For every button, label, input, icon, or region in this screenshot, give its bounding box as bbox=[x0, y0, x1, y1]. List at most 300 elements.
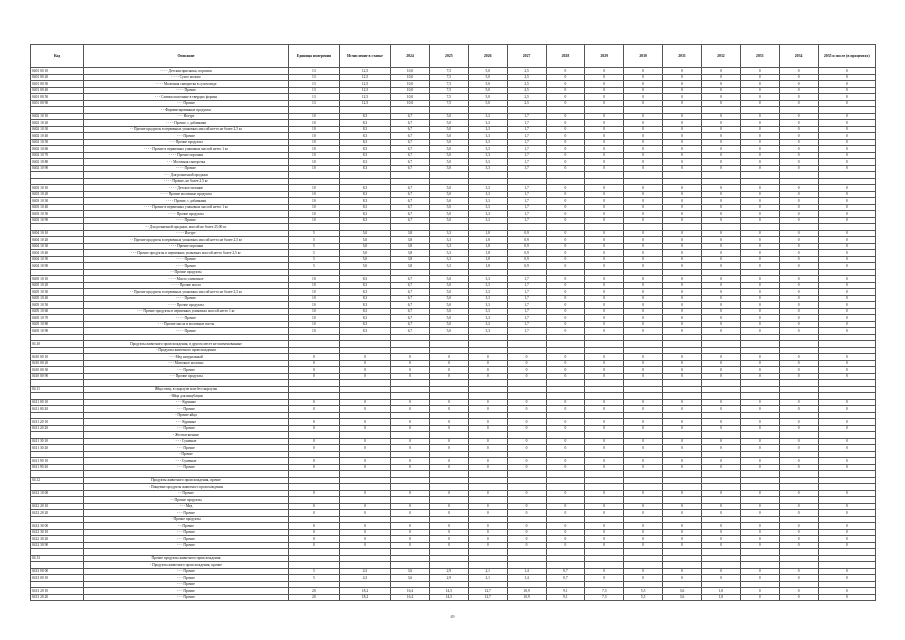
rate-cell: 5,0 bbox=[429, 126, 468, 133]
description-cell: - - - Молочная сыворотка bbox=[84, 159, 289, 166]
rate-cell: 0 bbox=[339, 458, 390, 465]
rate-cell: 12,5 bbox=[339, 100, 390, 107]
rate-cell: 0 bbox=[585, 185, 624, 192]
description-cell: - - Прочие продукты в первичных упаковках массой нетто не более 2,5 кг bbox=[84, 289, 289, 296]
rate-cell: 0 bbox=[585, 308, 624, 315]
rate-cell: 1,8 bbox=[701, 594, 740, 601]
rate-cell: 0 bbox=[624, 94, 663, 101]
code-cell: 0401 00 20 bbox=[31, 74, 84, 81]
rate-cell: 0 bbox=[663, 81, 702, 88]
rate-cell: 7,3 bbox=[585, 594, 624, 601]
rate-cell: 0 bbox=[624, 354, 663, 361]
rate-cell: 5 bbox=[288, 250, 339, 257]
rate-cell: 10,0 bbox=[391, 87, 430, 94]
code-cell: 0410 00 90 bbox=[31, 373, 84, 380]
rate-cell: 0 bbox=[624, 217, 663, 224]
code-cell: 0401 00 50 bbox=[31, 94, 84, 101]
rate-cell: 0 bbox=[779, 146, 818, 153]
code-cell: 0405 10 20 bbox=[31, 282, 84, 289]
rate-cell: 0 bbox=[624, 198, 663, 205]
description-cell: - - - - Прочие, не более 2,5 кг bbox=[84, 178, 289, 185]
description-cell: - Прочие яйца bbox=[84, 412, 289, 419]
rate-cell: 6,7 bbox=[391, 159, 430, 166]
rate-cell: 0 bbox=[624, 321, 663, 328]
description-cell: - - Прочие bbox=[84, 523, 289, 530]
rate-cell: 16,4 bbox=[391, 588, 430, 595]
rate-cell: 0 bbox=[818, 373, 875, 380]
rate-cell: 0 bbox=[779, 458, 818, 465]
rate-cell: 0 bbox=[701, 315, 740, 322]
rate-cell: 0 bbox=[740, 594, 779, 601]
rate-cell: 0 bbox=[624, 373, 663, 380]
rate-cell: 0 bbox=[624, 575, 663, 582]
rate-cell: 0 bbox=[818, 425, 875, 432]
rate-cell: 0 bbox=[585, 445, 624, 452]
rate-cell: 0 bbox=[663, 295, 702, 302]
rate-cell: 0 bbox=[624, 165, 663, 172]
rate-cell: 0 bbox=[701, 302, 740, 309]
rate-cell: 0 bbox=[779, 308, 818, 315]
code-cell: 0410 00 20 bbox=[31, 360, 84, 367]
rate-cell: 0 bbox=[701, 211, 740, 218]
rate-cell: 8,3 bbox=[339, 328, 390, 335]
rate-cell: 0 bbox=[701, 230, 740, 237]
rate-cell: 10 bbox=[288, 315, 339, 322]
rate-cell: 0 bbox=[740, 438, 779, 445]
rate-cell: 0 bbox=[701, 191, 740, 198]
rate-cell: 1,7 bbox=[507, 276, 546, 283]
rate-cell: 5,0 bbox=[468, 81, 507, 88]
rate-cell: 0 bbox=[779, 399, 818, 406]
rate-cell: 0 bbox=[818, 399, 875, 406]
code-cell: 0403 10 30 bbox=[31, 198, 84, 205]
rate-cell: 0 bbox=[779, 139, 818, 146]
rate-cell: 0 bbox=[779, 133, 818, 140]
description-cell: - - - - Прочие продукты bbox=[84, 211, 289, 218]
rate-cell: 0 bbox=[546, 87, 585, 94]
rate-cell: 0 bbox=[701, 458, 740, 465]
rate-cell: 10,0 bbox=[391, 74, 430, 81]
rate-cell: 0 bbox=[779, 588, 818, 595]
code-cell: 0402 10 40 bbox=[31, 133, 84, 140]
rate-cell: 8,3 bbox=[339, 146, 390, 153]
rate-cell: 6,7 bbox=[391, 198, 430, 205]
rate-cell: 0 bbox=[701, 523, 740, 530]
rate-cell: 0 bbox=[546, 133, 585, 140]
rate-cell: 0 bbox=[585, 159, 624, 166]
rate-cell: 0 bbox=[624, 425, 663, 432]
rate-cell: 0 bbox=[546, 302, 585, 309]
rate-cell: 0 bbox=[740, 575, 779, 582]
rate-cell: 3,3 bbox=[468, 146, 507, 153]
rate-cell: 3,3 bbox=[468, 159, 507, 166]
rate-cell: 0 bbox=[546, 263, 585, 270]
rate-cell: 0 bbox=[779, 81, 818, 88]
rate-cell: 0 bbox=[288, 458, 339, 465]
code-cell: 0404 10 50 bbox=[31, 256, 84, 263]
rate-cell: 13 bbox=[288, 100, 339, 107]
rate-cell: 0 bbox=[429, 542, 468, 549]
rate-cell: 0 bbox=[663, 217, 702, 224]
column-header: 2031 bbox=[663, 45, 702, 68]
rate-cell: 0 bbox=[624, 445, 663, 452]
rate-cell: 0 bbox=[701, 503, 740, 510]
rate-cell: 0 bbox=[779, 490, 818, 497]
rate-cell: 8,3 bbox=[339, 289, 390, 296]
rate-cell: 6,7 bbox=[391, 165, 430, 172]
rate-cell: 0 bbox=[391, 406, 430, 413]
rate-cell: 4,3 bbox=[339, 568, 390, 575]
rate-cell: 0 bbox=[701, 87, 740, 94]
rate-cell: 0 bbox=[288, 490, 339, 497]
rate-cell: 0 bbox=[288, 425, 339, 432]
rate-cell: 1,7 bbox=[507, 282, 546, 289]
rate-cell: 0 bbox=[701, 237, 740, 244]
rate-cell: 0 bbox=[624, 87, 663, 94]
code-cell: 0412 20 10 bbox=[31, 503, 84, 510]
rate-cell: 0 bbox=[339, 536, 390, 543]
rate-cell: 0 bbox=[624, 302, 663, 309]
rate-cell: 0 bbox=[663, 399, 702, 406]
description-cell: - - - - Прочие bbox=[84, 263, 289, 270]
description-cell: - - - Прочие продукты в первичных упаковках массой нетто более 2,5 кг bbox=[84, 250, 289, 257]
tariff-table bbox=[30, 44, 876, 601]
rate-cell: 0 bbox=[468, 458, 507, 465]
rate-cell: 0 bbox=[779, 185, 818, 192]
rate-cell: 0 bbox=[779, 328, 818, 335]
rate-cell: 8,3 bbox=[339, 276, 390, 283]
rate-cell: 0 bbox=[429, 360, 468, 367]
rate-cell: 0 bbox=[740, 243, 779, 250]
rate-cell: 7,5 bbox=[429, 68, 468, 75]
rate-cell: 1,7 bbox=[507, 308, 546, 315]
rate-cell: 0 bbox=[468, 425, 507, 432]
rate-cell: 0 bbox=[779, 354, 818, 361]
rate-cell: 0 bbox=[624, 276, 663, 283]
rate-cell: 10 bbox=[288, 289, 339, 296]
rate-cell: 0 bbox=[585, 490, 624, 497]
description-cell: - - - Прочие bbox=[84, 445, 289, 452]
rate-cell: 0 bbox=[663, 568, 702, 575]
rate-cell: 0 bbox=[818, 360, 875, 367]
rate-cell: 0 bbox=[624, 568, 663, 575]
rate-cell: 10,0 bbox=[391, 100, 430, 107]
rate-cell: 0 bbox=[663, 360, 702, 367]
rate-cell: 3,3 bbox=[468, 328, 507, 335]
rate-cell: 6,7 bbox=[391, 315, 430, 322]
rate-cell: 0 bbox=[663, 165, 702, 172]
rate-cell: 0 bbox=[818, 198, 875, 205]
rate-cell: 0 bbox=[740, 204, 779, 211]
rate-cell: 0 bbox=[740, 425, 779, 432]
rate-cell: 0 bbox=[740, 523, 779, 530]
rate-cell: 0 bbox=[779, 230, 818, 237]
rate-cell: 0 bbox=[546, 152, 585, 159]
rate-cell: 0 bbox=[663, 152, 702, 159]
description-cell: - - - Куриные bbox=[84, 419, 289, 426]
rate-cell: 0 bbox=[740, 126, 779, 133]
rate-cell: 0 bbox=[663, 243, 702, 250]
rate-cell: 10 bbox=[288, 126, 339, 133]
rate-cell: 0 bbox=[701, 159, 740, 166]
rate-cell: 0 bbox=[624, 295, 663, 302]
rate-cell: 5,0 bbox=[429, 295, 468, 302]
rate-cell: 0 bbox=[507, 399, 546, 406]
rate-cell: 0 bbox=[585, 113, 624, 120]
code-cell: 0404 10 90 bbox=[31, 263, 84, 270]
rate-cell: 7,5 bbox=[429, 74, 468, 81]
rate-cell: 13 bbox=[288, 87, 339, 94]
rate-cell: 3,3 bbox=[468, 204, 507, 211]
rate-cell: 0 bbox=[468, 419, 507, 426]
rate-cell: 0 bbox=[818, 328, 875, 335]
rate-cell: 0 bbox=[546, 289, 585, 296]
rate-cell: 1,7 bbox=[507, 120, 546, 127]
rate-cell: 2,1 bbox=[468, 568, 507, 575]
rate-cell: 3,3 bbox=[468, 113, 507, 120]
rate-cell: 0 bbox=[663, 100, 702, 107]
rate-cell: 6,7 bbox=[391, 302, 430, 309]
rate-cell: 0 bbox=[779, 282, 818, 289]
description-cell: - Прочие bbox=[84, 451, 289, 458]
rate-cell: 0 bbox=[779, 263, 818, 270]
rate-cell: 3,6 bbox=[391, 575, 430, 582]
description-cell: - - - Прочие bbox=[84, 542, 289, 549]
description-cell: - - - Прочие bbox=[84, 575, 289, 582]
rate-cell: 9,1 bbox=[546, 588, 585, 595]
rate-cell: 0 bbox=[779, 243, 818, 250]
rate-cell: 0 bbox=[740, 354, 779, 361]
rate-cell: 0 bbox=[818, 354, 875, 361]
rate-cell: 0 bbox=[624, 510, 663, 517]
rate-cell: 3,3 bbox=[468, 217, 507, 224]
rate-cell: 8,3 bbox=[339, 165, 390, 172]
rate-cell: 0 bbox=[663, 490, 702, 497]
rate-cell: 0 bbox=[546, 328, 585, 335]
rate-cell: 0 bbox=[391, 425, 430, 432]
rate-cell: 1,7 bbox=[507, 159, 546, 166]
rate-cell: 10 bbox=[288, 120, 339, 127]
code-cell: 0402 10 20 bbox=[31, 120, 84, 127]
rate-cell: 0 bbox=[624, 113, 663, 120]
rate-cell: 0 bbox=[779, 464, 818, 471]
rate-cell: 0 bbox=[663, 94, 702, 101]
rate-cell: 0 bbox=[585, 464, 624, 471]
code-cell: 0404 10 10 bbox=[31, 230, 84, 237]
rate-cell: 0 bbox=[429, 529, 468, 536]
rate-cell: 0 bbox=[701, 542, 740, 549]
rate-cell: 0 bbox=[779, 126, 818, 133]
rate-cell: 0 bbox=[391, 542, 430, 549]
rate-cell: 0 bbox=[701, 373, 740, 380]
rate-cell: 0 bbox=[339, 367, 390, 374]
rate-cell: 0 bbox=[546, 204, 585, 211]
rate-cell: 5,0 bbox=[429, 159, 468, 166]
description-cell: - - - Прочие bbox=[84, 406, 289, 413]
rate-cell: 0 bbox=[585, 100, 624, 107]
rate-cell: 0 bbox=[818, 243, 875, 250]
rate-cell: 2,5 bbox=[507, 94, 546, 101]
code-cell: 0402 10 90 bbox=[31, 165, 84, 172]
rate-cell: 0 bbox=[818, 464, 875, 471]
rate-cell: 0 bbox=[546, 438, 585, 445]
rate-cell: 0 bbox=[818, 302, 875, 309]
rate-cell: 10 bbox=[288, 191, 339, 198]
rate-cell: 0 bbox=[339, 354, 390, 361]
rate-cell: 8,3 bbox=[339, 282, 390, 289]
rate-cell: 4,3 bbox=[339, 575, 390, 582]
rate-cell: 13 bbox=[288, 81, 339, 88]
rate-cell: 0 bbox=[740, 87, 779, 94]
rate-cell: 0 bbox=[779, 120, 818, 127]
description-cell: - - Прочие bbox=[84, 490, 289, 497]
rate-cell: 0 bbox=[779, 503, 818, 510]
rate-cell: 0 bbox=[624, 536, 663, 543]
rate-cell: 0 bbox=[391, 399, 430, 406]
rate-cell: 0 bbox=[701, 399, 740, 406]
rate-cell: 5,0 bbox=[468, 74, 507, 81]
rate-cell: 0 bbox=[740, 237, 779, 244]
rate-cell: 3,3 bbox=[429, 230, 468, 237]
rate-cell: 0 bbox=[546, 523, 585, 530]
rate-cell: 0 bbox=[663, 445, 702, 452]
rate-cell: 0 bbox=[701, 243, 740, 250]
rate-cell: 0 bbox=[546, 542, 585, 549]
rate-cell: 3,3 bbox=[468, 191, 507, 198]
rate-cell: 0 bbox=[429, 399, 468, 406]
rate-cell: 6,7 bbox=[391, 211, 430, 218]
rate-cell: 0 bbox=[624, 100, 663, 107]
rate-cell: 0 bbox=[468, 510, 507, 517]
rate-cell: 0 bbox=[740, 542, 779, 549]
rate-cell: 0 bbox=[779, 204, 818, 211]
rate-cell: 1,7 bbox=[507, 321, 546, 328]
code-cell: 0404 10 30 bbox=[31, 243, 84, 250]
rate-cell: 0 bbox=[663, 159, 702, 166]
rate-cell: 0 bbox=[546, 237, 585, 244]
rate-cell: 6,7 bbox=[391, 185, 430, 192]
rate-cell: 0 bbox=[339, 399, 390, 406]
rate-cell: 6,7 bbox=[391, 139, 430, 146]
rate-cell: 0 bbox=[818, 68, 875, 75]
description-cell: - - - - Прочие, с добавками bbox=[84, 198, 289, 205]
rate-cell: 0 bbox=[288, 354, 339, 361]
code-cell: 0411 30 10 bbox=[31, 438, 84, 445]
rate-cell: 0 bbox=[663, 354, 702, 361]
rate-cell: 0 bbox=[339, 523, 390, 530]
rate-cell: 6,7 bbox=[391, 217, 430, 224]
description-cell: - - - - Детская присыпка, порошок bbox=[84, 68, 289, 75]
rate-cell: 3,3 bbox=[468, 133, 507, 140]
rate-cell: 0 bbox=[818, 503, 875, 510]
rate-cell: 10 bbox=[288, 204, 339, 211]
rate-cell: 3,3 bbox=[429, 243, 468, 250]
rate-cell: 5,0 bbox=[339, 243, 390, 250]
tariff-schedule-page bbox=[30, 44, 876, 601]
rate-cell: 0 bbox=[740, 464, 779, 471]
rate-cell: 0 bbox=[546, 399, 585, 406]
rate-cell: 0 bbox=[818, 289, 875, 296]
rate-cell: 0 bbox=[740, 315, 779, 322]
rate-cell: 3,3 bbox=[468, 165, 507, 172]
code-cell: 04.13 bbox=[31, 555, 84, 562]
rate-cell: 0 bbox=[779, 211, 818, 218]
rate-cell: 0 bbox=[701, 276, 740, 283]
rate-cell: 1,4 bbox=[507, 568, 546, 575]
rate-cell: 0 bbox=[585, 406, 624, 413]
rate-cell: 0 bbox=[624, 542, 663, 549]
rate-cell: 0 bbox=[288, 542, 339, 549]
rate-cell: 18,2 bbox=[339, 594, 390, 601]
rate-cell: 0 bbox=[391, 510, 430, 517]
rate-cell: 5,0 bbox=[429, 308, 468, 315]
rate-cell: 0 bbox=[288, 399, 339, 406]
rate-cell: 1,4 bbox=[507, 575, 546, 582]
rate-cell: 1,7 bbox=[507, 315, 546, 322]
rate-cell: 0 bbox=[818, 438, 875, 445]
rate-cell: 0 bbox=[701, 328, 740, 335]
rate-cell: 0 bbox=[779, 542, 818, 549]
rate-cell: 12,5 bbox=[339, 81, 390, 88]
rate-cell: 0 bbox=[701, 568, 740, 575]
rate-cell: 0 bbox=[779, 198, 818, 205]
rate-cell: 0 bbox=[546, 367, 585, 374]
column-header: 2028 bbox=[546, 45, 585, 68]
rate-cell: 5,0 bbox=[468, 68, 507, 75]
rate-cell: 0 bbox=[818, 529, 875, 536]
rate-cell: 0 bbox=[818, 211, 875, 218]
rate-cell: 0 bbox=[701, 490, 740, 497]
rate-cell: 0 bbox=[740, 302, 779, 309]
rate-cell: 5,0 bbox=[429, 198, 468, 205]
rate-cell: 0 bbox=[507, 458, 546, 465]
rate-cell: 5,0 bbox=[339, 230, 390, 237]
rate-cell: 0 bbox=[740, 211, 779, 218]
rate-cell: 1,8 bbox=[468, 250, 507, 257]
rate-cell: 0 bbox=[701, 198, 740, 205]
code-cell: 0402 10 60 bbox=[31, 146, 84, 153]
rate-cell: 0 bbox=[288, 510, 339, 517]
rate-cell: 0 bbox=[391, 419, 430, 426]
rate-cell: 2,9 bbox=[429, 568, 468, 575]
rate-cell: 0 bbox=[701, 68, 740, 75]
rate-cell: 0 bbox=[818, 256, 875, 263]
rate-cell: 0 bbox=[429, 503, 468, 510]
rate-cell: 0 bbox=[624, 146, 663, 153]
rate-cell: 0 bbox=[701, 575, 740, 582]
rate-cell: 0 bbox=[740, 503, 779, 510]
rate-cell: 0 bbox=[507, 419, 546, 426]
rate-cell: 0 bbox=[779, 100, 818, 107]
code-cell: 04.12 bbox=[31, 477, 84, 484]
rate-cell: 0 bbox=[663, 510, 702, 517]
description-cell: - - - Для розничной продажи bbox=[84, 172, 289, 179]
rate-cell: 0 bbox=[740, 120, 779, 127]
rate-cell: 8,3 bbox=[339, 308, 390, 315]
code-cell: 0404 10 20 bbox=[31, 237, 84, 244]
rate-cell: 6,7 bbox=[391, 328, 430, 335]
description-cell: - - - Прочие bbox=[84, 594, 289, 601]
description-cell: - - Прочие продукты в первичных упаковках массой нетто не более 2,5 кг bbox=[84, 237, 289, 244]
rate-cell: 10 bbox=[288, 139, 339, 146]
rate-cell: 0 bbox=[288, 503, 339, 510]
rate-cell: 0 bbox=[818, 308, 875, 315]
rate-cell: 0 bbox=[818, 146, 875, 153]
rate-cell: 0 bbox=[818, 419, 875, 426]
rate-cell: 0 bbox=[818, 139, 875, 146]
code-cell: 0402 10 30 bbox=[31, 126, 84, 133]
rate-cell: 5 bbox=[288, 256, 339, 263]
